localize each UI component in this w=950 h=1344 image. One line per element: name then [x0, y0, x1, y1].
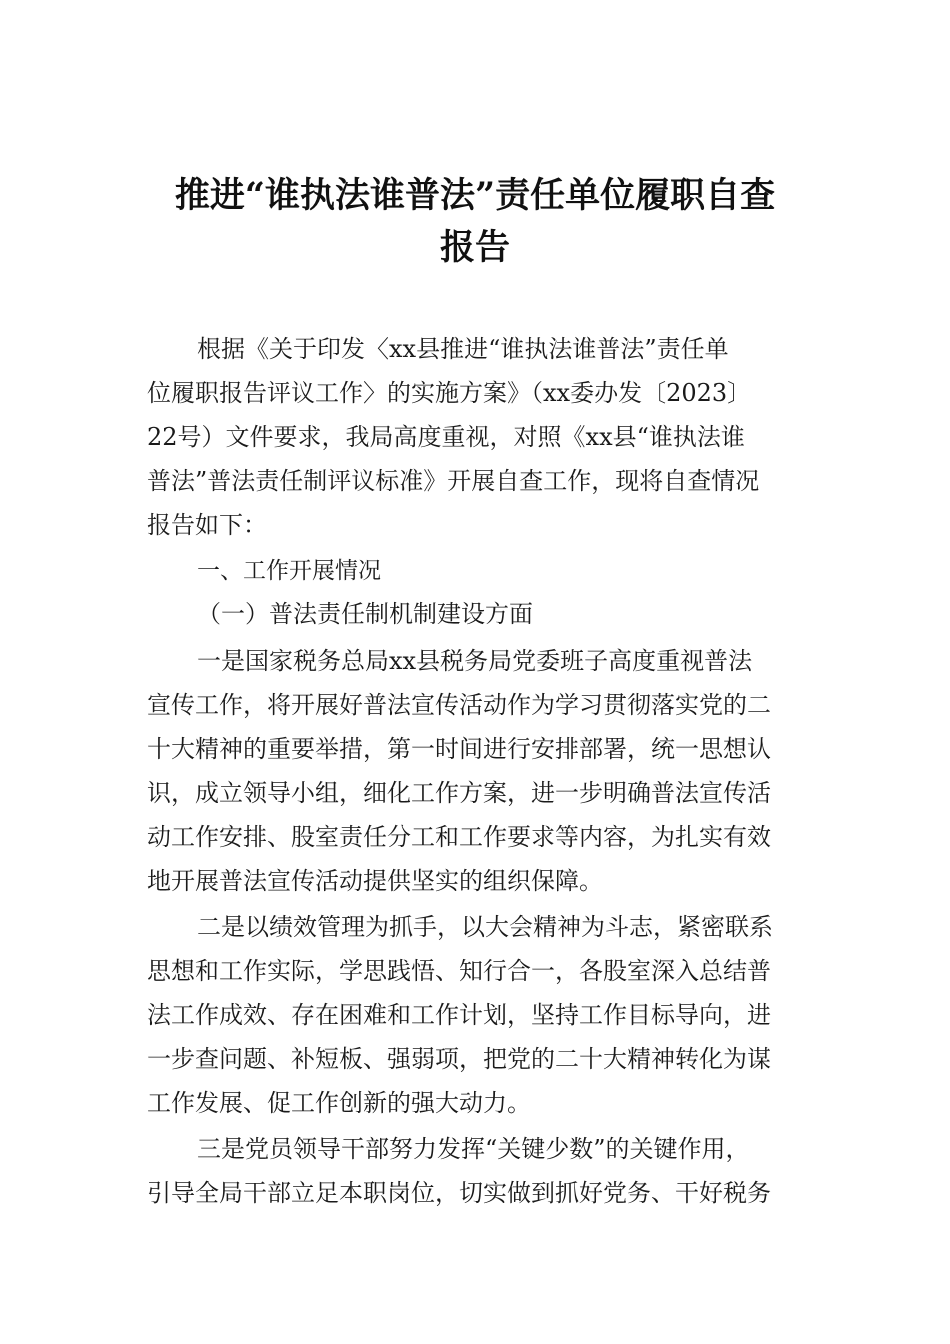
- paragraph-line: 地开展普法宣传活动提供坚实的组织保障。: [147, 867, 603, 895]
- paragraph-line: 一步查问题、补短板、强弱项，把党的二十大精神转化为谋: [147, 1045, 771, 1073]
- paragraph-line: 法工作成效、存在困难和工作计划，坚持工作目标导向，进: [147, 1001, 771, 1029]
- subsection-heading: （一）普法责任制机制建设方面: [197, 600, 533, 628]
- paragraph-line: 识，成立领导小组，细化工作方案，进一步明确普法宣传活: [147, 779, 771, 807]
- paragraph-line: 三是党员领导干部努力发挥“关键少数”的关键作用，: [197, 1135, 750, 1163]
- paragraph-line: 报告如下：: [147, 511, 267, 539]
- paragraph-line: 动工作安排、股室责任分工和工作要求等内容，为扎实有效: [147, 823, 771, 851]
- document-title-line-2: 报告: [439, 227, 510, 268]
- section-heading: 一、工作开展情况: [197, 558, 381, 584]
- paragraph-line: 工作发展、促工作创新的强大动力。: [147, 1089, 531, 1117]
- paragraph-line: 引导全局干部立足本职岗位，切实做到抓好党务、干好税务: [147, 1179, 771, 1207]
- document-title-line-1: 推进“谁执法谁普法”责任单位履职自查: [174, 175, 776, 216]
- paragraph-line: 根据《关于印发〈xx县推进“谁执法谁普法”责任单: [197, 335, 729, 363]
- paragraph-line: 位履职报告评议工作〉的实施方案》（xx委办发〔2023〕: [147, 379, 752, 407]
- paragraph-line: 22号）文件要求，我局高度重视，对照《xx县“谁执法谁: [147, 423, 745, 451]
- paragraph-line: 宣传工作，将开展好普法宣传活动作为学习贯彻落实党的二: [147, 691, 771, 719]
- paragraph-line: 一是国家税务总局xx县税务局党委班子高度重视普法: [197, 647, 753, 675]
- paragraph-line: 二是以绩效管理为抓手，以大会精神为斗志，紧密联系: [197, 913, 773, 941]
- paragraph-line: 思想和工作实际，学思践悟、知行合一，各股室深入总结普: [147, 957, 771, 985]
- paragraph-line: 普法”普法责任制评议标准》开展自查工作，现将自查情况: [147, 467, 760, 495]
- paragraph-line: 十大精神的重要举措，第一时间进行安排部署，统一思想认: [147, 735, 771, 763]
